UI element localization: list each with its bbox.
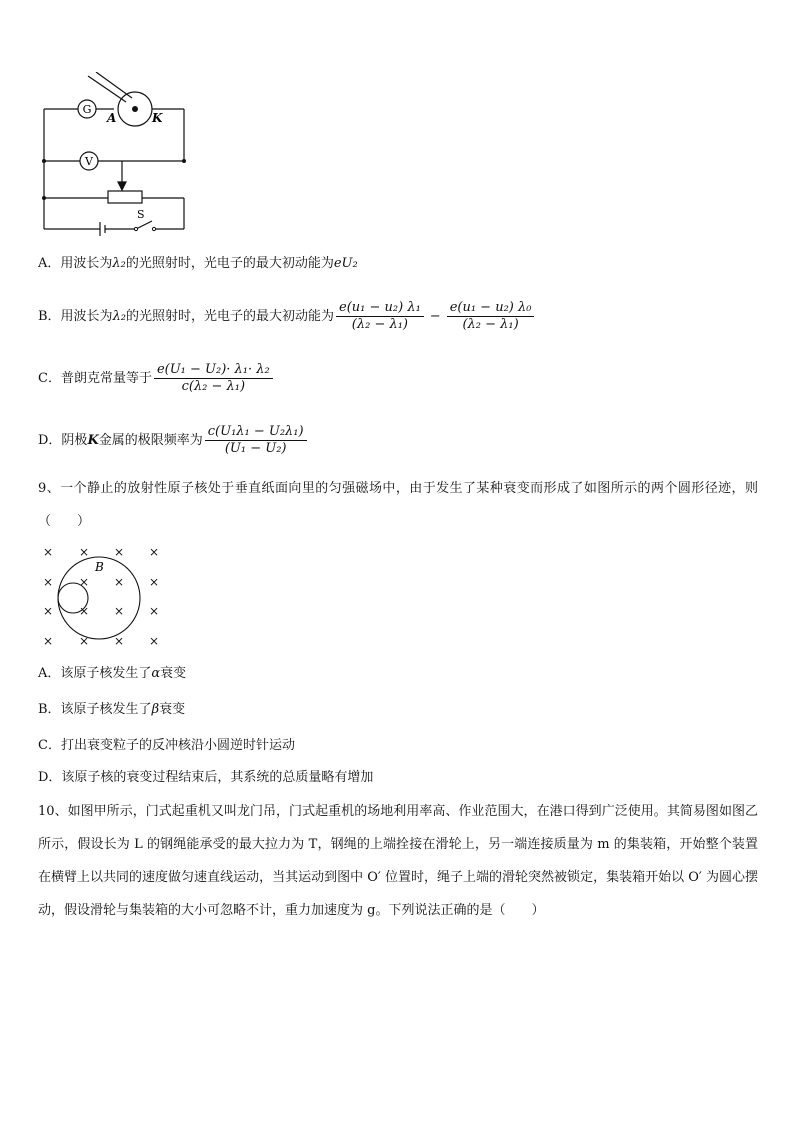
q10-stem: 10、如图甲所示，门式起重机又叫龙门吊，门式起重机的场地利用率高、作业范围大，在港口得到广泛使用。其简易图如图乙所示，假设长为 L 的钢绳能承受的最大拉力为 T，钢绳的上端拴接在滑轮上，另一端连接质量为 m 的集装箱，开始整个装置在横臂上以共同的速度做匀速直线运动，当其运动到图中 O′ 位置时，绳子上端的滑轮突然被锁定，集装箱开始以 O′ 为圆心摆动，假设滑轮与集装箱的大小可忽略不计，重力加速度为 g。下列说法正确的是（ ） (38, 804, 758, 918)
q9-option-d: D．该原子核的衰变过程结束后，其系统的总质量略有增加 (38, 770, 374, 785)
svg-text:×: × (148, 575, 160, 589)
q9-option-a: A．该原子核发生了α衰变 (38, 666, 187, 681)
fraction-1: $\frac{\text{e(u₁ − u₂) λ₁}}{\text{(λ₂ − λ₁)}}$ (336, 300, 424, 333)
svg-text:×: × (113, 575, 125, 589)
label-s: S (137, 208, 145, 221)
svg-text:×: × (113, 604, 125, 618)
svg-text:×: × (42, 545, 54, 559)
q9-stem: 9、一个静止的放射性原子核处于垂直纸面向里的匀强磁场中，由于发生了某种衰变而形成了如图所示的两个圆形径迹，则（ ） (38, 481, 758, 529)
q8-option-b: B．用波长为λ₂的光照射时，光电子的最大初动能为 $\frac{\text{e(u₁ − u₂) λ₁}}{\text{(λ₂ − λ₁)}}$ − $\frac{\text{e(u₁ − u₂) λ₀}}{\text{(λ₂ − λ₁)}}$ (38, 300, 536, 334)
svg-text:×: × (148, 604, 160, 618)
svg-text:×: × (78, 545, 90, 559)
label-k: K (152, 111, 163, 125)
q9-option-b: B．该原子核发生了β衰变 (38, 702, 186, 717)
label-b: B (95, 560, 104, 574)
svg-text:×: × (78, 604, 90, 618)
q8-option-a: A．用波长为λ₂的光照射时，光电子的最大初动能为eU₂ (38, 256, 358, 271)
q9-option-c: C．打出衰变粒子的反冲核沿小圆逆时针运动 (38, 738, 295, 753)
svg-text:×: × (78, 575, 90, 589)
svg-text:×: × (42, 604, 54, 618)
fraction-c: $\frac{\text{e(U₁ − U₂)· λ₁· λ₂}}{\text{c(λ₂ − λ₁)}}$ (154, 362, 273, 395)
svg-text:×: × (148, 545, 160, 559)
svg-text:×: × (42, 575, 54, 589)
svg-text:×: × (42, 634, 54, 647)
label-a: A (107, 111, 117, 125)
small-track-circle (58, 583, 88, 613)
photoelectric-circuit-diagram (36, 72, 196, 244)
label-g: G (82, 103, 92, 116)
fraction-2: $\frac{\text{e(u₁ − u₂) λ₀}}{\text{(λ₂ − λ₁)}}$ (447, 300, 535, 333)
magnetic-field-diagram (38, 543, 166, 647)
svg-text:×: × (113, 634, 125, 647)
svg-text:×: × (113, 545, 125, 559)
svg-text:×: × (148, 634, 160, 647)
fraction-d: $\frac{\text{c(U₁λ₁ − U₂λ₁)}}{\text{(U₁ − U₂)}}$ (205, 424, 307, 457)
q8-option-c: C．普朗克常量等于 $\frac{\text{e(U₁ − U₂)· λ₁· λ₂}}{\text{c(λ₂ − λ₁)}}$ (38, 362, 275, 396)
q8-option-d: D．阴极K金属的极限频率为 $\frac{\text{c(U₁λ₁ − U₂λ₁)}}{\text{(U₁ − U₂)}}$ (38, 424, 309, 458)
label-v: V (85, 155, 93, 168)
svg-text:×: × (78, 634, 90, 647)
